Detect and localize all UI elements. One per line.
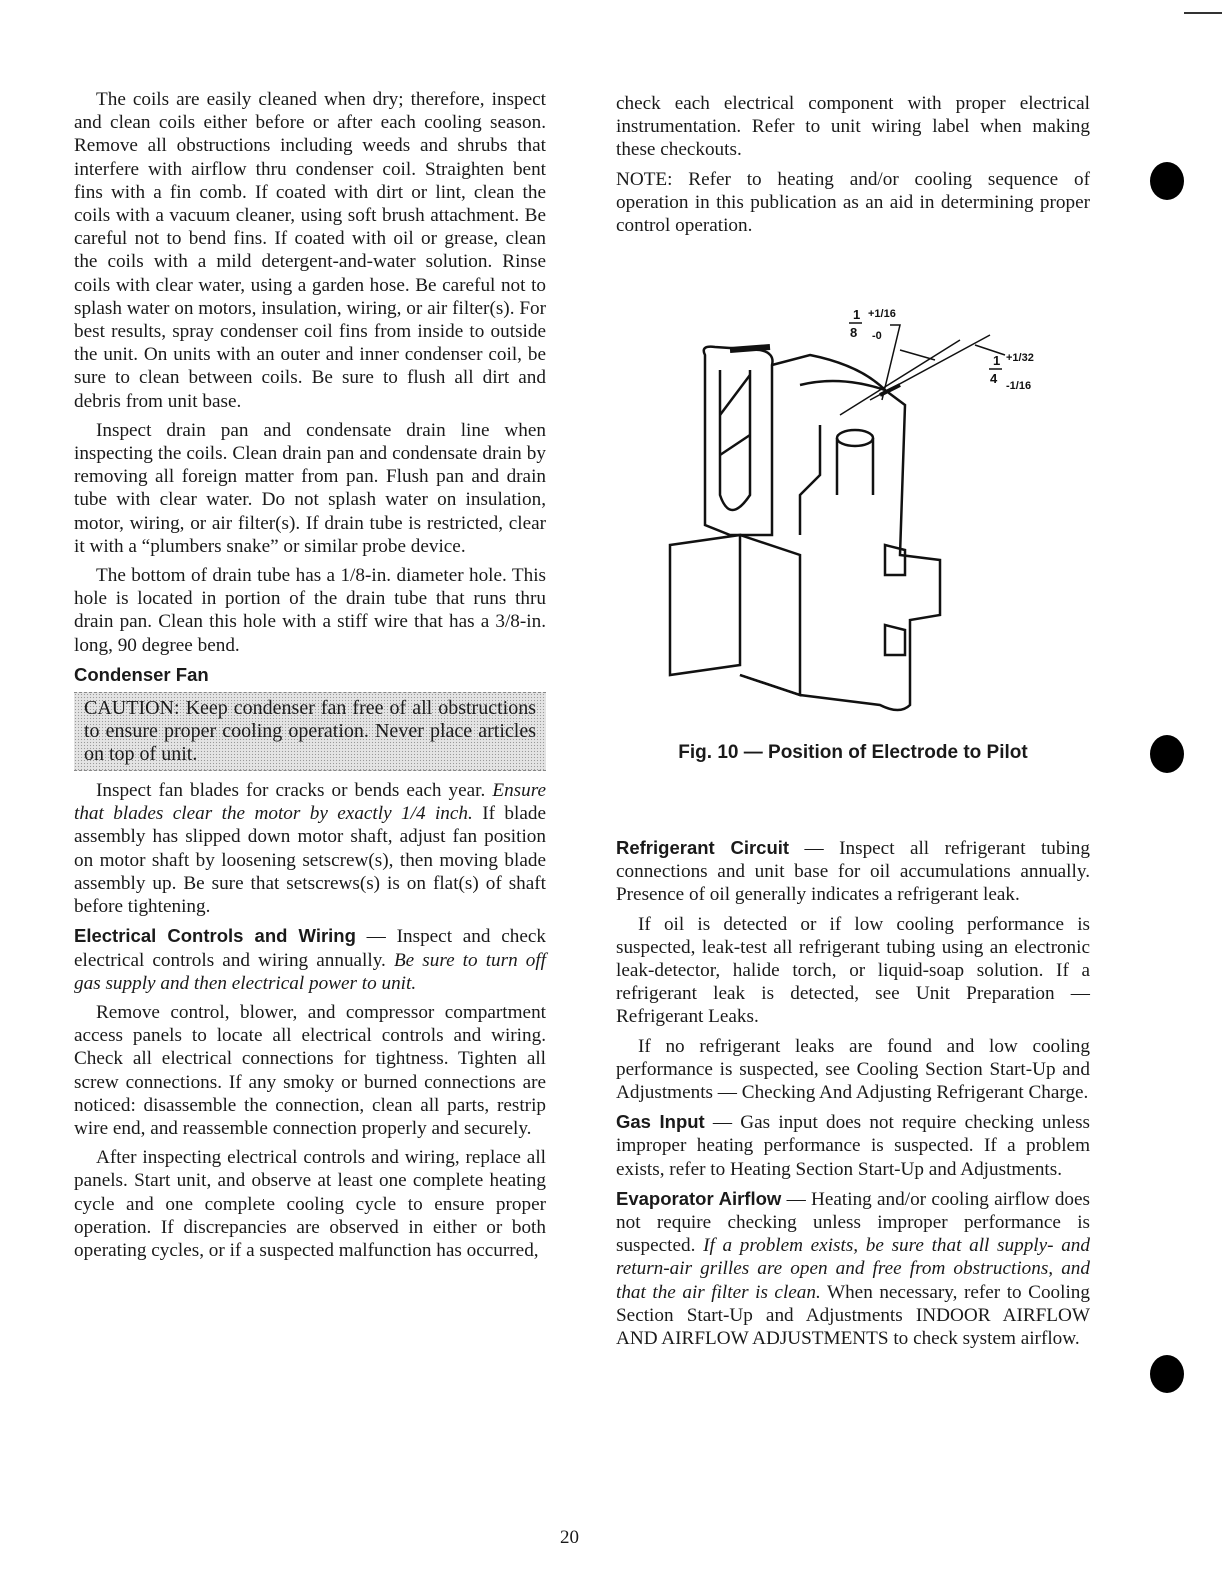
binder-hole bbox=[1150, 735, 1184, 773]
paragraph-electrical bbox=[74, 924, 546, 995]
paragraph-check-components: check each electrical component with proper electrical instrumentation. Refer to unit wiring label when making these checkouts. bbox=[616, 93, 1090, 161]
paragraph-drain-tube: The bottom of drain tube has a 1/8-in. diameter hole. This hole is located in portion of the drain tube that runs thru drain pan. Clean this hole with a stiff wire that has a 3/8-in. long, 90 degree bend. bbox=[74, 565, 546, 656]
dim2-minus-tolerance: -1/16 bbox=[1006, 380, 1032, 392]
paragraph-coils: The coils are easily cleaned when dry; therefore, inspect and clean coils either before or after each cooling season. Remove all obstructions including weeds and shrubs that interfere with airflow thru condenser coil. Straighten bent fins with a fin comb. If coated with dirt or lint, clean the coils with a vacuum cleaner, using soft brush attachment. Be careful not to bend fins. If coated with oil or grease, clean the coils with a mild detergent-and-water solution. Rinse coils with clear water, using a garden hose. Be careful not to splash water on motors, insulation, wiring, or air filter(s). For best results, spray condenser coil fins from inside to outside the unit. On units with an outer and inner condenser coil, be sure to clean between coils. Be sure to flush all dirt and debris from unit base. bbox=[74, 89, 546, 412]
heading-electrical-controls: Electrical Controls and Wiring bbox=[74, 925, 356, 947]
paragraph-evaporator-airflow bbox=[616, 1187, 1090, 1350]
dim1-minus-tolerance: -0 bbox=[872, 330, 882, 342]
dim1-numerator: 1 bbox=[853, 307, 861, 322]
italic-text: If a problem exists, be sure that all supply- and return-air grilles are open and free from obstructions, and that the air filter is clean. bbox=[616, 1235, 1090, 1303]
paragraph-refrigerant bbox=[616, 836, 1090, 907]
dimension-lines bbox=[840, 325, 1005, 415]
dim1-denominator: 8 bbox=[850, 325, 858, 340]
text: If blade assembly has slipped down motor shaft, adjust fan position on motor shaft by loosening setscrew(s), then moving blade assembly up. Be sure that setscrews(s) is on flat(s) of shaft before tightening. bbox=[74, 803, 546, 918]
text: Inspect fan blades for cracks or bends each year. bbox=[96, 780, 493, 802]
dim2-numerator: 1 bbox=[993, 353, 1001, 368]
note: NOTE: Refer to heating and/or cooling sequence of operation in this publication as an aid in determining proper control operation. bbox=[616, 168, 1090, 237]
page-number: 20 bbox=[560, 1527, 579, 1548]
paragraph-fan-blades bbox=[74, 779, 546, 918]
italic-text: Be sure to turn off gas supply and then electrical power to unit. bbox=[74, 949, 547, 994]
dim1-plus-tolerance: +1/16 bbox=[868, 308, 896, 320]
electrode-drawing bbox=[670, 347, 940, 710]
right-column-top bbox=[616, 92, 1090, 243]
text: — Inspect all refrigerant tubing connections and unit base for oil accumulations annually. Presence of oil generally indicates a refrigerant leak. bbox=[616, 838, 1090, 906]
text: — Gas input does not require checking unless improper heating performance is suspected. If a problem exists, refer to Heating Section Start-Up and Adjustments. bbox=[616, 1112, 1091, 1180]
binder-hole bbox=[1150, 1355, 1184, 1393]
paragraph-no-leaks: If no refrigerant leaks are found and low cooling performance is suspected, see Cooling Section Start-Up and Adjustments — Checking And Adjusting Refrigerant Charge. bbox=[616, 1035, 1090, 1104]
text: When necessary, refer to Cooling Section Start-Up and Adjustments INDOOR AIRFLOW AND AIRFLOW ADJUSTMENTS to check system airflow. bbox=[616, 1281, 1090, 1350]
paragraph-leak-test: If oil is detected or if low cooling performance is suspected, leak-test all refrigerant tubing using an electronic leak-detector, halide torch, or liquid-soap solution. If a refrigerant leak is detected, see Unit Preparation — Refrigerant Leaks. bbox=[616, 913, 1090, 1028]
right-column-bottom bbox=[616, 836, 1090, 1356]
figure-caption: Fig. 10 — Position of Electrode to Pilot bbox=[678, 742, 1028, 763]
left-column bbox=[74, 88, 546, 1268]
paragraph-gas-input bbox=[616, 1110, 1090, 1181]
text: — Inspect and check electrical controls and wiring annually. bbox=[74, 926, 546, 971]
dim2-denominator: 4 bbox=[990, 371, 998, 386]
paragraph-drain-pan: Inspect drain pan and condensate drain line when inspecting the coils. Clean drain pan and condensate drain by removing all foreign matter from pan. Flush pan and drain tube with clear water. Do not splash water on insulation, motor, wiring, or air filter(s). If drain tube is restricted, clear it with a “plumbers snake” or similar probe device. bbox=[74, 419, 546, 557]
scan-edge-line bbox=[1184, 12, 1222, 14]
heading-condenser-fan: Condenser Fan bbox=[74, 663, 209, 685]
italic-text: Ensure that blades clear the motor by exactly 1/4 inch. bbox=[74, 780, 546, 825]
paragraph-after-inspecting: After inspecting electrical controls and wiring, replace all panels. Start unit, and observe at least one complete heating cycle and one complete cooling cycle to ensure proper operation. If discrepancies are observed in either or both operating cycles, or if a suspected malfunction has occurred, bbox=[74, 1147, 546, 1261]
dim2-plus-tolerance: +1/32 bbox=[1006, 352, 1034, 364]
electrode-pilot-figure bbox=[660, 295, 1060, 725]
heading-evaporator-airflow: Evaporator Airflow bbox=[616, 1187, 782, 1209]
caution-box: CAUTION: Keep condenser fan free of all obstructions to ensure proper cooling operation. Never place articles on top of unit. bbox=[74, 692, 546, 771]
paragraph-remove-panels: Remove control, blower, and compressor compartment access panels to locate all electrical controls and wiring. Check all electrical connections for tightness. Tighten all screw connections. If any smoky or burned connections are noticed: disassemble the connection, clean all parts, restrip wire end, and reassemble connection properly and securely. bbox=[74, 1001, 546, 1139]
text: — Heating and/or cooling airflow does not require checking unless improper performance is suspected. bbox=[616, 1188, 1091, 1257]
heading-gas-input: Gas Input bbox=[616, 1111, 705, 1133]
binder-hole bbox=[1150, 162, 1184, 200]
heading-refrigerant-circuit: Refrigerant Circuit bbox=[616, 837, 790, 858]
